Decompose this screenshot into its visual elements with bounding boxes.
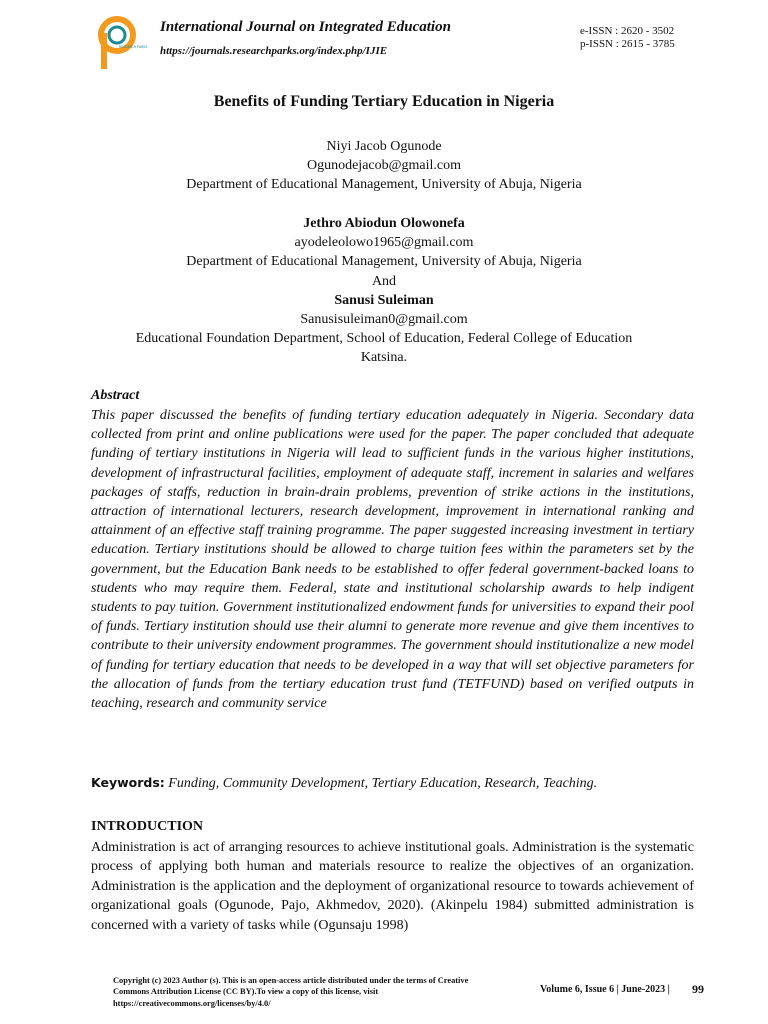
abstract-body: This paper discussed the benefits of funding tertiary education adequately in Nigeria. Secondary data collected from print and online publications were used for the paper. The paper concluded that adequate funding of tertiary institutions in Nigeria will lead to sufficient funds in the various higher institutions, development of infrastructural facilities, employment of adequate staff, increment in salaries and welfares packages of staffs, reduction in brain-drain problems, prevention of strike actions in the institutions, attraction of international lecturers, research development, improvement in international ranking and attainment of an effective staff training programme. The paper suggested increasing investment in tertiary education. Tertiary institutions should be allowed to charge tuition fees within the parameters set by the government, but the Education Bank needs to be established to offer federal government-backed loans to students who may require them. Federal, state and institutional scholarship awards to help indigent students to pay tuition. Government institutionalized endowment funds for universities to expand their pool of funds. Tertiary institution should use their alumni to generate more revenue and give them incentives to contribute to their university endowment programmes. The government should institutionalize a new model of funding for tertiary education that needs to be developed in a way that will set objective parameters for the allocation of funds from the tertiary education trust fund (TETFUND) based on verified outputs in teaching, research and community service — [91, 408, 694, 712]
author-affiliation: Educational Foundation Department, School of Education, Federal College of Education — [135, 331, 633, 346]
author-email[interactable]: Sanusisuleiman0@gmail.com — [300, 312, 468, 327]
author-email[interactable]: Ogunodejacob@gmail.com — [306, 158, 462, 173]
keywords-line — [91, 773, 694, 793]
keywords-text: Funding, Community Development, Tertiary Education, Research, Teaching. — [168, 776, 598, 791]
research-parks-logo-icon — [97, 15, 148, 71]
introduction-body: Administration is act of arranging resources to achieve institutional goals. Administration is the systematic process of applying both human and materials resource to realize the objectives of an organization. Administration is the application and the deployment of organizational resource to towards achievement of organizational goals (Ogunode, Pajo, Akhmedov, 2020). (Akinpelu 1984) submitted administration is concerned with a variety of tasks while (Ogunsaju 1998) — [91, 840, 694, 933]
author-affiliation: Department of Educational Management, University of Abuja, Nigeria — [186, 254, 582, 269]
author-name: Jethro Abiodun Olowonefa — [303, 216, 465, 231]
journal-url-link[interactable]: https://journals.researchparks.org/index.php/IJIE — [160, 45, 388, 57]
author-affiliation: Department of Educational Management, University of Abuja, Nigeria — [186, 177, 582, 192]
e-issn: e-ISSN : 2620 - 3502 — [580, 25, 675, 37]
author-name: Sanusi Suleiman — [334, 293, 434, 308]
journal-title: International Journal on Integrated Education — [160, 19, 451, 35]
issn-block — [580, 25, 675, 51]
svg-text:RESEARCH PARKS: RESEARCH PARKS — [119, 45, 148, 49]
page-number: 99 — [692, 982, 704, 996]
keywords-label: Keywords: — [91, 775, 165, 790]
issue-info: Volume 6, Issue 6 | June-2023 | — [540, 984, 670, 995]
copyright-notice: Copyright (c) 2023 Author (s). This is an open-access article distributed under the terms of Creative Commons Attribution License (CC BY).To view a copy of this license, visit https://creativecommons.org/licenses/by/4.0/ — [113, 976, 469, 1008]
author-affiliation-continued: Katsina. — [360, 350, 408, 365]
p-issn: p-ISSN : 2615 - 3785 — [580, 38, 675, 50]
paper-title: Benefits of Funding Tertiary Education in Nigeria — [213, 93, 555, 110]
author-name: Niyi Jacob Ogunode — [326, 139, 442, 154]
and-separator: And — [371, 274, 397, 289]
author-email[interactable]: ayodeleolowo1965@gmail.com — [294, 235, 474, 250]
abstract-heading: Abstract — [91, 388, 140, 403]
introduction-heading: INTRODUCTION — [91, 819, 204, 834]
